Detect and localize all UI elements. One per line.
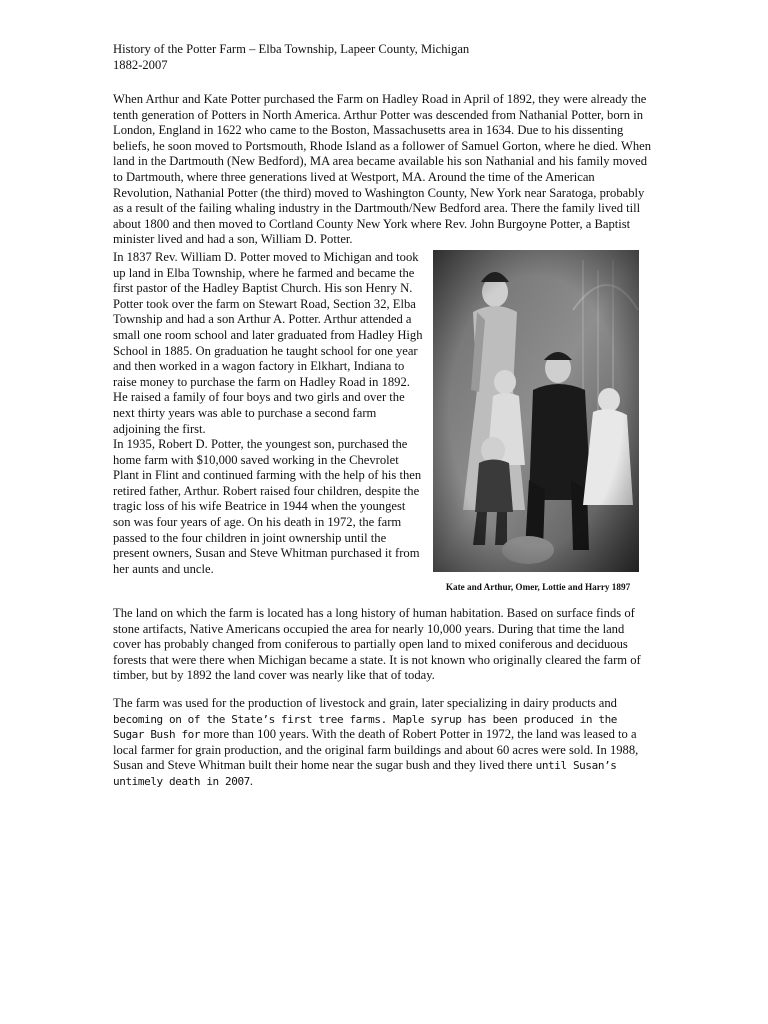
- text-run: The farm was used for the production of livestock and grain, later specializing in dairy products and: [113, 696, 617, 710]
- title-line: History of the Potter Farm – Elba Township, Lapeer County, Michigan: [113, 42, 470, 56]
- family-photo: [433, 250, 639, 572]
- paragraph-ancestry: When Arthur and Kate Potter purchased the Farm on Hadley Road in April of 1892, they were already the tenth generation of Potters in North America. Arthur Potter was descended from Nathanial Potter, born in London, England in 1622 who came to the Boston, Massachusetts area in 1634. Due to his dissenting beliefs, he soon moved to Portsmouth, Rhode Island as a follower of Samuel Gorton, where he died. When land in the Dartmouth (New Bedford), MA area became available his son Nathanial and his family moved to Dartmouth, where three generations lived at Westport, MA. Around the time of the American Revolution, Nathanial Potter (the third) moved to Washington County, New York near Saratoga, probably as a result of the failing whaling industry in the Dartmouth/New Bedford area. There the family lived till about 1800 and then moved to Cortland County New York where Rev. John Burgoyne Potter, a Baptist minister lived and had a son, William D. Potter.: [113, 92, 652, 247]
- photo-caption: Kate and Arthur, Omer, Lottie and Harry 1897: [445, 582, 631, 592]
- title-years: 1882-2007: [113, 57, 168, 72]
- paragraph-land-history: The land on which the farm is located has a long history of human habitation. Based on surface finds of stone artifacts, Native Americans occupied the area for nearly 10,000 years. During that time the land cover has probably changed from coniferous to partially open land to mixed coniferous and deciduous forests that were there when Michigan became a state. It is not known who originally cleared the farm of timber, but by 1892 the land cover was nearly like that of today.: [113, 606, 641, 683]
- handwritten-text-run: becoming on of the State’s first tree farms. Maple syrup has been produced in the Sugar Bush for: [113, 712, 618, 742]
- paragraph-robert-potter: In 1935, Robert D. Potter, the youngest son, purchased the home farm with $10,000 saved working in the Chevrolet Plant in Flint and continued farming with the help of his then retired father, Arthur. Robert raised four children, despite the tragic loss of his wife Beatrice in 1944 when the youngest son was four years of age. On his death in 1972, the farm passed to the four children in joint ownership until the present owners, Susan and Steve Whitman purchased it from her aunts and uncle.: [113, 437, 422, 576]
- paragraph-farm-use: [113, 696, 653, 790]
- paragraph-michigan: In 1837 Rev. William D. Potter moved to Michigan and took up land in Elba Township, where he farmed and became the first pastor of the Hadley Baptist Church. His son Henry N. Potter took over the farm on Stewart Road, Section 32, Elba Township and had a son Arthur A. Potter. Arthur attended a small one room school and later graduated from Hadley High School in 1885. On graduation he taught school for one year and then worked in a wagon factory in Elkhart, Indiana to raise money to purchase the farm on Hadley Road in 1892. He raised a family of four boys and two girls and over the next thirty years was able to purchase a second farm adjoining the first.: [113, 250, 423, 436]
- handwritten-text-run: until Susan’s untimely death in 2007: [113, 759, 617, 788]
- text-run: more than 100 years. With the death of Robert Potter in 1972, the land was leased to a local farmer for grain production, and the original farm buildings and about 60 acres were sold. In 1988, Susan and Steve Whitman built their home near the sugar bush and they lived there: [113, 727, 639, 773]
- document-title: [113, 42, 653, 73]
- family-photo-drawing: [433, 250, 639, 572]
- text-run: .: [249, 773, 254, 788]
